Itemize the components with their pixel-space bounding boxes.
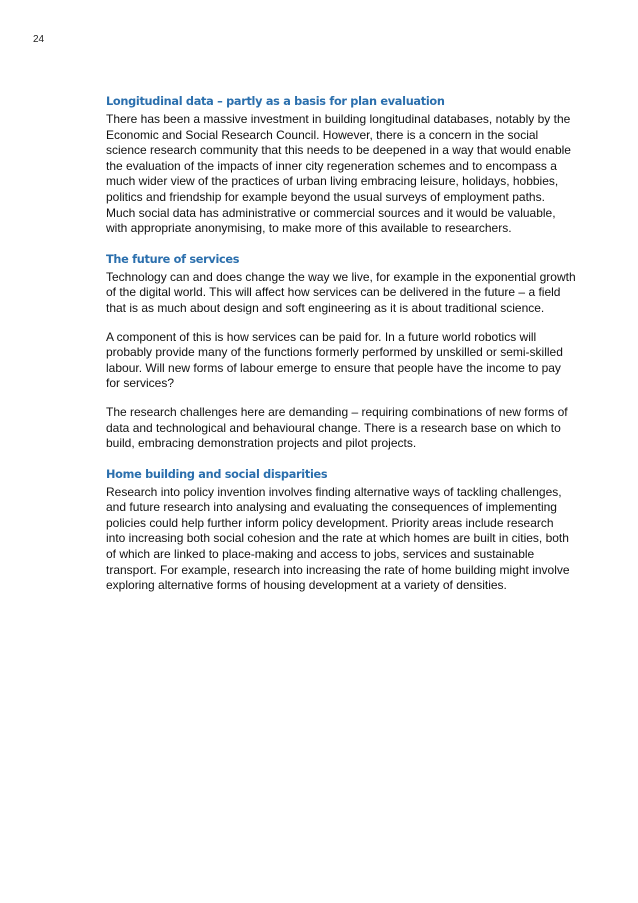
paragraph: Technology can and does change the way we live, for example in the exponential growth of the digital world. This will affect how services can be delivered in the future – a field that is as much about design and soft engineering as it is about traditional science. bbox=[106, 269, 576, 315]
paragraph: The research challenges here are demanding – requiring combinations of new forms of data and technological and behavioural change. There is a research base on which to build, embracing demonstration projects and pilot projects. bbox=[106, 404, 568, 451]
section-home-building bbox=[106, 468, 576, 594]
section-heading: Longitudinal data – partly as a basis for plan evaluation bbox=[106, 95, 445, 108]
paragraph: A component of this is how services can be paid for. In a future world robotics will probably provide many of the functions formerly performed by unskilled or semi-skilled labour. Will new forms of labour emerge to ensure that people have the income to pay for services? bbox=[106, 329, 563, 391]
document-body bbox=[106, 95, 576, 610]
page-number: 24 bbox=[33, 34, 45, 45]
section-future-of-services bbox=[106, 253, 576, 452]
section-heading: Home building and social disparities bbox=[106, 467, 328, 481]
section-longitudinal-data bbox=[106, 95, 576, 237]
paragraph: There has been a massive investment in building longitudinal databases, notably by the Economic and Social Research Council. However, there is a concern in the social science research community that this needs to be deepened in a way that would enable the evaluation of the impacts of inner city regeneration schemes and to encompass a much wider view of the practices of urban living embracing leisure, holidays, hobbies, politics and friendship for example beyond the usual surveys of employment paths. Much social data has administrative or commercial sources and it would be valuable, with appropriate anonymising, to make more of this available to researchers. bbox=[106, 112, 571, 236]
paragraph: Research into policy invention involves finding alternative ways of tackling challenges, and future research into analysing and evaluating the consequences of implementing policies could help further inform policy development. Priority areas include research into increasing both social cohesion and the rate at which homes are built in cities, both of which are linked to place-making and access to jobs, services and sustainable transport. For example, research into increasing the rate of home building might involve exploring alternative forms of housing development at a variety of densities. bbox=[106, 484, 570, 593]
section-heading: The future of services bbox=[106, 252, 240, 266]
